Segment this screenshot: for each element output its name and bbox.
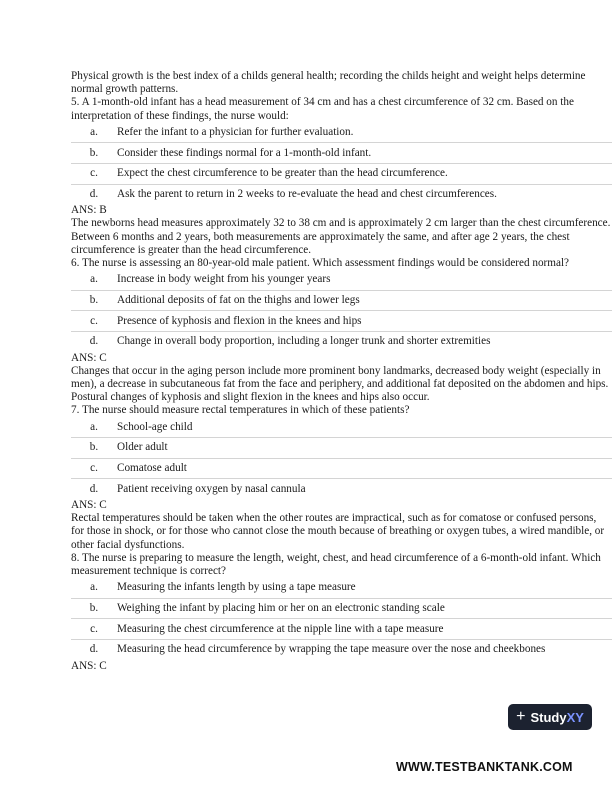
document-body [71, 70, 612, 673]
answer-key: ANS: C [71, 351, 107, 364]
option-text: Presence of kyphosis and flexion in the knees and hips [117, 314, 362, 327]
option-row [71, 332, 612, 352]
option-row [71, 459, 612, 480]
option-text: Weighing the infant by placing him or her on an electronic standing scale [117, 601, 445, 614]
option-text: Consider these findings normal for a 1-month-old infant. [117, 146, 372, 159]
answer-key: ANS: C [71, 498, 107, 511]
plus-icon: + [516, 708, 526, 725]
question-text: 7. The nurse should measure rectal temperatures in which of these patients? [71, 404, 410, 417]
question-text: 5. A 1-month-old infant has a head measurement of 34 cm and has a chest circumference of 32 cm. Based on the interpretation of these findings, the nurse would: [71, 96, 574, 122]
option-letter: d. [89, 335, 99, 348]
option-text: Older adult [117, 441, 168, 454]
option-letter: c. [90, 167, 98, 180]
option-text: Expect the chest circumference to be greater than the head circumference. [117, 167, 448, 180]
question-block [71, 96, 612, 257]
answer-key: ANS: C [71, 659, 107, 672]
option-letter: a. [90, 273, 98, 286]
answer-key: ANS: B [71, 204, 107, 217]
option-letter: a. [90, 420, 98, 433]
option-letter: a. [90, 581, 98, 594]
option-text: Measuring the chest circumference at the nipple line with a tape measure [117, 622, 444, 635]
option-row [71, 578, 612, 599]
logo-text-xy: XY [566, 709, 584, 725]
option-letter: d. [89, 187, 99, 200]
option-text: Measuring the infants length by using a tape measure [117, 581, 356, 594]
option-row [71, 123, 612, 144]
option-row [71, 143, 612, 164]
option-row [71, 438, 612, 459]
option-row [71, 185, 612, 205]
option-letter: b. [89, 601, 99, 614]
question-block [71, 552, 612, 673]
option-letter: d. [89, 482, 99, 495]
rationale-text: Rectal temperatures should be taken when the other routes are impractical, such as for comatose or confused persons, for those in shock, or for those who cannot close the mouth because of breathing or oxygen tubes, a wired mandible, or other facial dysfunctions. [71, 512, 605, 551]
option-text: School-age child [117, 420, 193, 433]
logo-text-study: Study [530, 709, 567, 725]
option-text: Additional deposits of fat on the thighs and lower legs [117, 293, 360, 306]
option-row [71, 270, 612, 291]
studyxy-logo-badge[interactable] [508, 704, 592, 730]
option-letter: b. [89, 146, 99, 159]
option-text: Comatose adult [117, 461, 187, 474]
question-block [71, 404, 612, 551]
question-text: 8. The nurse is preparing to measure the length, weight, chest, and head circumference of a 6-month-old infant. Which measurement technique is correct? [71, 551, 601, 577]
option-text: Ask the parent to return in 2 weeks to re-evaluate the head and chest circumferences. [117, 187, 497, 200]
option-letter: d. [89, 643, 99, 656]
rationale-text: The newborns head measures approximately 32 to 38 cm and is approximately 2 cm larger than the chest circumference. Between 6 months and 2 years, both measurements are approximately the same, and after age 2 years, the chest circumference is greater than the head circumference. [71, 217, 611, 256]
option-text: Increase in body weight from his younger years [117, 273, 331, 286]
option-letter: b. [89, 441, 99, 454]
option-row [71, 291, 612, 312]
option-row [71, 599, 612, 620]
option-letter: a. [90, 126, 98, 138]
option-row [71, 418, 612, 439]
option-letter: c. [90, 622, 98, 635]
rationale-text: Changes that occur in the aging person include more prominent bony landmarks, decreased body weight (especially in men), a decrease in subcutaneous fat from the face and periphery, and additional fat deposited on the abdomen and hips. Postural changes of kyphosis and slight flexion in the knees and hips also occur. [71, 364, 609, 404]
option-row [71, 164, 612, 185]
question-text: 6. The nurse is assessing an 80-year-old male patient. Which assessment findings would be considered normal? [71, 257, 570, 269]
question-block [71, 257, 612, 404]
option-text: Measuring the head circumference by wrapping the tape measure over the nose and cheekbones [117, 643, 546, 656]
option-letter: c. [90, 461, 98, 474]
option-row [71, 311, 612, 332]
intro-paragraph: Physical growth is the best index of a childs general health; recording the childs height and weight helps determine normal growth patterns. [71, 70, 586, 96]
option-row [71, 479, 612, 499]
option-row [71, 619, 612, 640]
option-text: Patient receiving oxygen by nasal cannula [117, 482, 306, 495]
option-text: Change in overall body proportion, including a longer trunk and shorter extremities [117, 335, 491, 348]
option-row [71, 640, 612, 660]
option-text: Refer the infant to a physician for further evaluation. [117, 126, 354, 138]
logo-text [530, 710, 583, 725]
option-letter: c. [90, 314, 98, 327]
option-letter: b. [89, 293, 99, 306]
footer-website: WWW.TESTBANKTANK.COM [396, 760, 573, 774]
